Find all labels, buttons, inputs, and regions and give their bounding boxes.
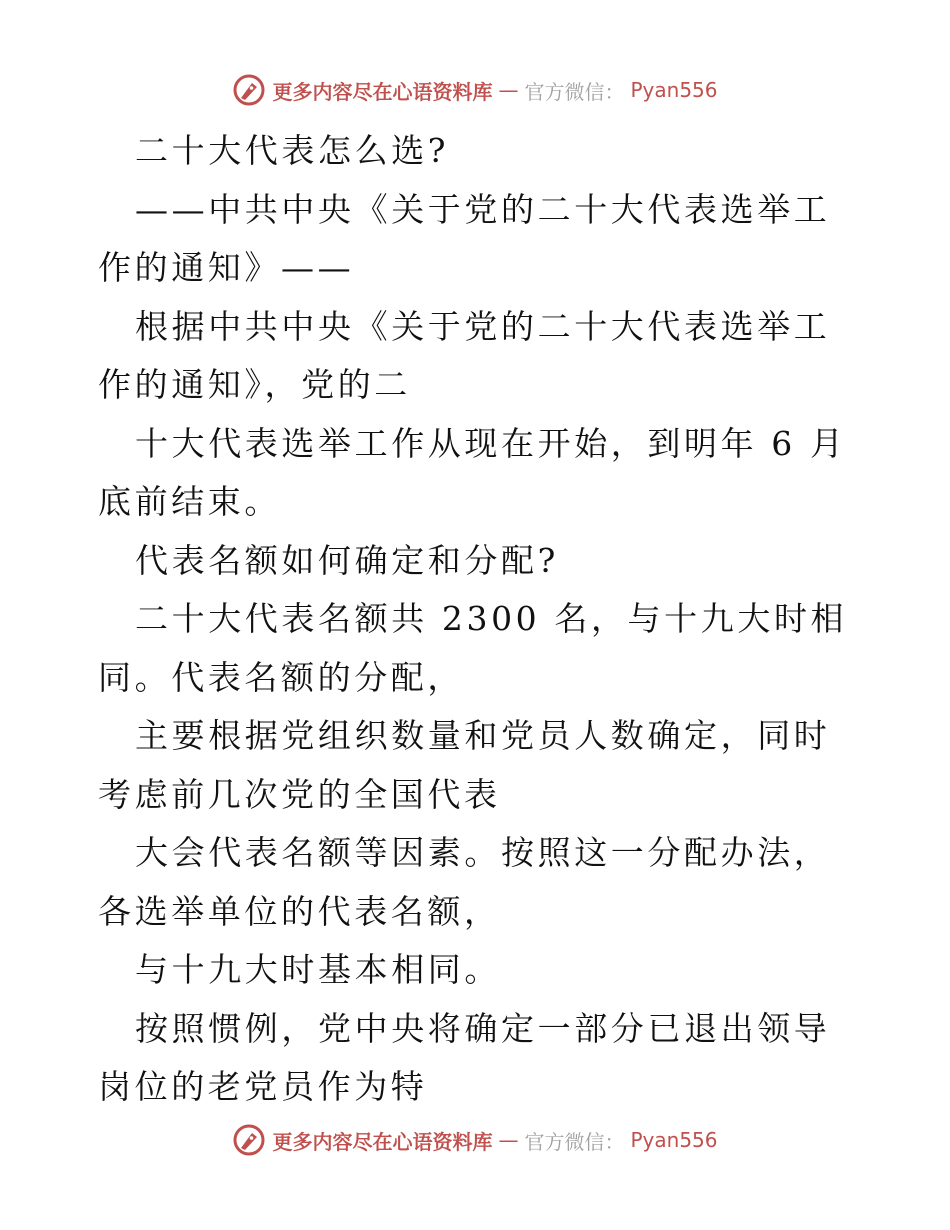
paragraph: 主要根据党组织数量和党员人数确定，同时考虑前几次党的全国代表: [98, 716, 831, 814]
paragraph: 代表名额如何确定和分配?: [135, 540, 559, 580]
site-name: 更多内容尽在心语资料库: [272, 1129, 493, 1154]
paragraph: 二十大代表怎么选?: [135, 131, 450, 170]
banner-dash: —: [498, 1128, 519, 1152]
paragraph: ——中共中央《关于党的二十大代表选举工作的通知》——: [98, 189, 831, 287]
paragraph: 根据中共中央《关于党的二十大代表选举工作的通知》，党的二: [98, 306, 831, 404]
site-name: 更多内容尽在心语资料库: [272, 79, 493, 104]
pen-nib-circle-icon: [232, 1123, 266, 1157]
footer-banner: [0, 1120, 950, 1160]
paragraph: 按照惯例，党中央将确定一部分已退出领导岗位的老党员作为特: [98, 1008, 831, 1106]
wechat-id: Pyan556: [630, 1128, 718, 1152]
paragraph: 二十大代表名额共 2300 名，与十九大时相同。代表名额的分配，: [98, 599, 848, 697]
paragraph: 十大代表选举工作从现在开始，到明年 6 月底前结束。: [98, 423, 847, 521]
banner-dash: —: [498, 78, 519, 102]
paragraph: 大会代表名额等因素。按照这一分配办法，各选举单位的代表名额，: [98, 833, 831, 931]
header-banner: [0, 70, 950, 110]
pen-nib-circle-icon: [232, 73, 266, 107]
wechat-label: 官方微信：: [524, 79, 625, 104]
paragraph: 与十九大时基本相同。: [135, 950, 501, 989]
wechat-id: Pyan556: [630, 78, 718, 102]
document-body: [98, 122, 858, 1117]
wechat-label: 官方微信：: [524, 1129, 625, 1154]
